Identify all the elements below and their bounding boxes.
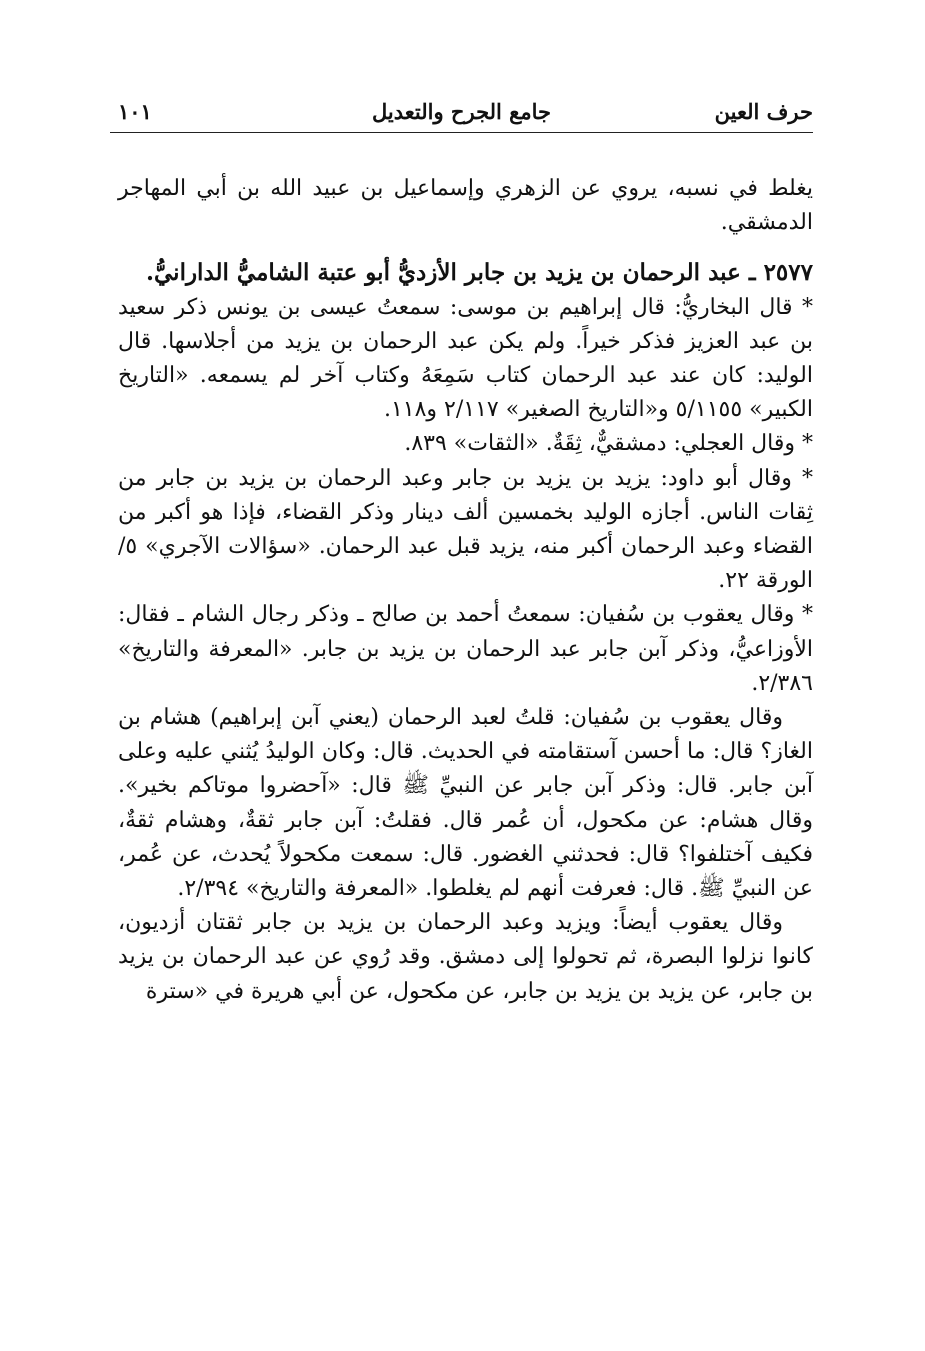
page-number: ١٠١ [118, 99, 152, 124]
paragraph-abu-dawud: * وقال أبو داود: يزيد بن يزيد بن جابر وعبد الرحمان بن يزيد بن جابر من ثِقات الناس. أجازه الوليد بخمسين ألف دينار وذكر القضاء، فإذا هو أكبر من القضاء وعبد الرحمان أكبر منه، يزيد قبل عبد الرحمان. «سؤالات الآجري» ٥/الورقة ٢٢. [118, 465, 813, 594]
book-title: جامع الجرح والتعديل [372, 99, 551, 124]
paragraph-bukhari: * قال البخاريُّ: قال إبراهيم بن موسى: سمعتُ عيسى بن يونس ذكر سعيد بن عبد العزيز فذكر خيراً. ولم يكن عبد الرحمان بن يزيد من أجلاسها. قال الوليد: كان عند عبد الرحمان كتاب سَمِعَهُ وكتاب آخر لم يسمعه. «التاريخ الكبير» ٥/١١٥٥ و«التاريخ الصغير» ٢/١١٧ و١١٨. [118, 294, 813, 423]
paragraph-yaqub-3: وقال يعقوب أيضاً: ويزيد وعبد الرحمان بن يزيد بن جابر ثقتان أزديون، كانوا نزلوا البصرة، ثم تحولوا إلى دمشق. وقد رُوي عن عبد الرحمان بن يزيد بن جابر، عن يزيد بن يزيد بن جابر، عن مكحول، عن أبي هريرة في «سترة [118, 910, 813, 1004]
chapter-heading: حرف العين [714, 99, 813, 124]
entry-heading: ٢٥٧٧ ـ عبد الرحمان بن يزيد بن جابر الأزديُّ أبو عتبة الشاميُّ الدارانيُّ. [145, 259, 813, 287]
running-header [110, 90, 813, 133]
paragraph-yaqub-1: * وقال يعقوب بن سُفيان: سمعتُ أحمد بن صالح ـ وذكر رجال الشام ـ فقال: الأوزاعيُّ، وذكر آبن جابر عبد الرحمان بن يزيد بن جابر. «المعرفة والتاريخ» ٢/٣٨٦. [118, 602, 813, 696]
paragraph-continuation: يغلط في نسبه، يروي عن الزهري وإسماعيل بن عبيد الله بن أبي المهاجر الدمشقي. [118, 176, 813, 236]
paragraph-yaqub-2: وقال يعقوب بن سُفيان: قلتُ لعبد الرحمان (يعني آبن إبراهيم) هشام بن الغاز؟ قال: ما أحسن آستقامته في الحديث. قال: وكان الوليدُ يُثني عليه وعلى آبن جابر. قال: وذكر آبن جابر عن النبيِّ ﷺ قال: «آحضروا موتاكم بخير». وقال هشام: عن مكحول، أن عُمر قال. فقلتُ: آبن جابر ثقةٌ، وهشام ثقةٌ، فكيف آختلفوا؟ قال: فحدثني الغضور. قال: سمعت مكحولاً يُحدث، عن عُمر، عن النبيِّ ﷺ. قال: فعرفت أنهم لم يغلطوا. «المعرفة والتاريخ» ٢/٣٩٤. [118, 705, 813, 902]
page-body [118, 172, 813, 1009]
paragraph-ijli: * وقال العجلي: دمشقيٌّ، ثِقَةٌ. «الثقات» ٨٣٩. [404, 431, 813, 457]
